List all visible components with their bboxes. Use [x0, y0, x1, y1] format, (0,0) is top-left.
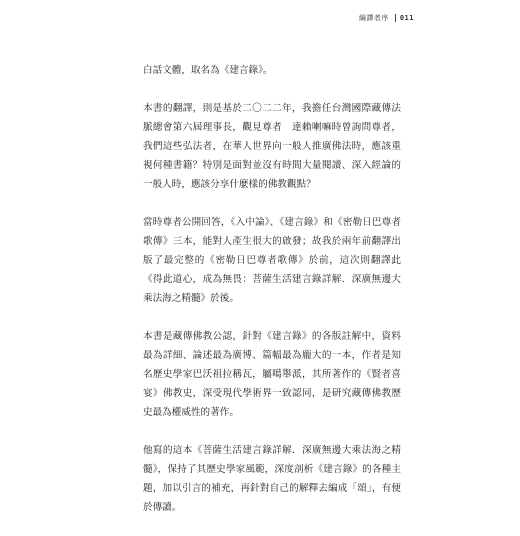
paragraph: 他寫的這本《菩薩生活建言錄詳解．深廣無邊大乘法海之精髓》，保持了其歷史學家風範，深度剖析《建言錄》的各種主題，加以引言的補充，再針對自己的解釋去編成「頌」，有便於傳讀。 [143, 445, 401, 513]
header-divider [395, 14, 396, 22]
paragraph: 本書的翻譯，則是基於二〇二二年，我擔任台灣國際藏傳法脈總會第六屆理事長，觀見尊者 達賴喇嘛時曾詢問尊者，我們這些弘法者，在華人世界向一般人推廣佛法時，應該重視何種書籍？特別是面對並沒有時間大量閱讀、深入經論的一般人時，應該分享什麼樣的佛教觀點？ [143, 103, 401, 190]
paragraph: 本書是藏傳佛教公認，針對《建言錄》的各版註解中，資料最為詳細、論述最為廣博、篇幅最為龐大的一本，作者是知名歷史學家巴沃祖拉稱瓦，屬噶舉派，其所著作的《賢者喜宴》佛教史，深受現代學術界一致認同，是研究藏傳佛教歷史最為權威性的著作。 [143, 331, 401, 418]
body-text [143, 61, 401, 536]
running-header [359, 13, 414, 23]
paragraph: 當時尊者公開回答，《入中論》、《建言錄》和《密勒日巴尊者歌傳》三本，能對人產生很大的啟發；故我於兩年前翻譯出版了最完整的《密勒日巴尊者歌傳》於前，這次則翻譯此《得此道心，成為無畏：菩薩生活建言錄詳解．深廣無邊大乘法海之精髓》於後。 [143, 217, 401, 304]
page-number: 011 [399, 14, 414, 22]
paragraph: 白話文體，取名為《建言錄》。 [143, 65, 273, 76]
section-title: 編譯者序 [358, 14, 389, 22]
